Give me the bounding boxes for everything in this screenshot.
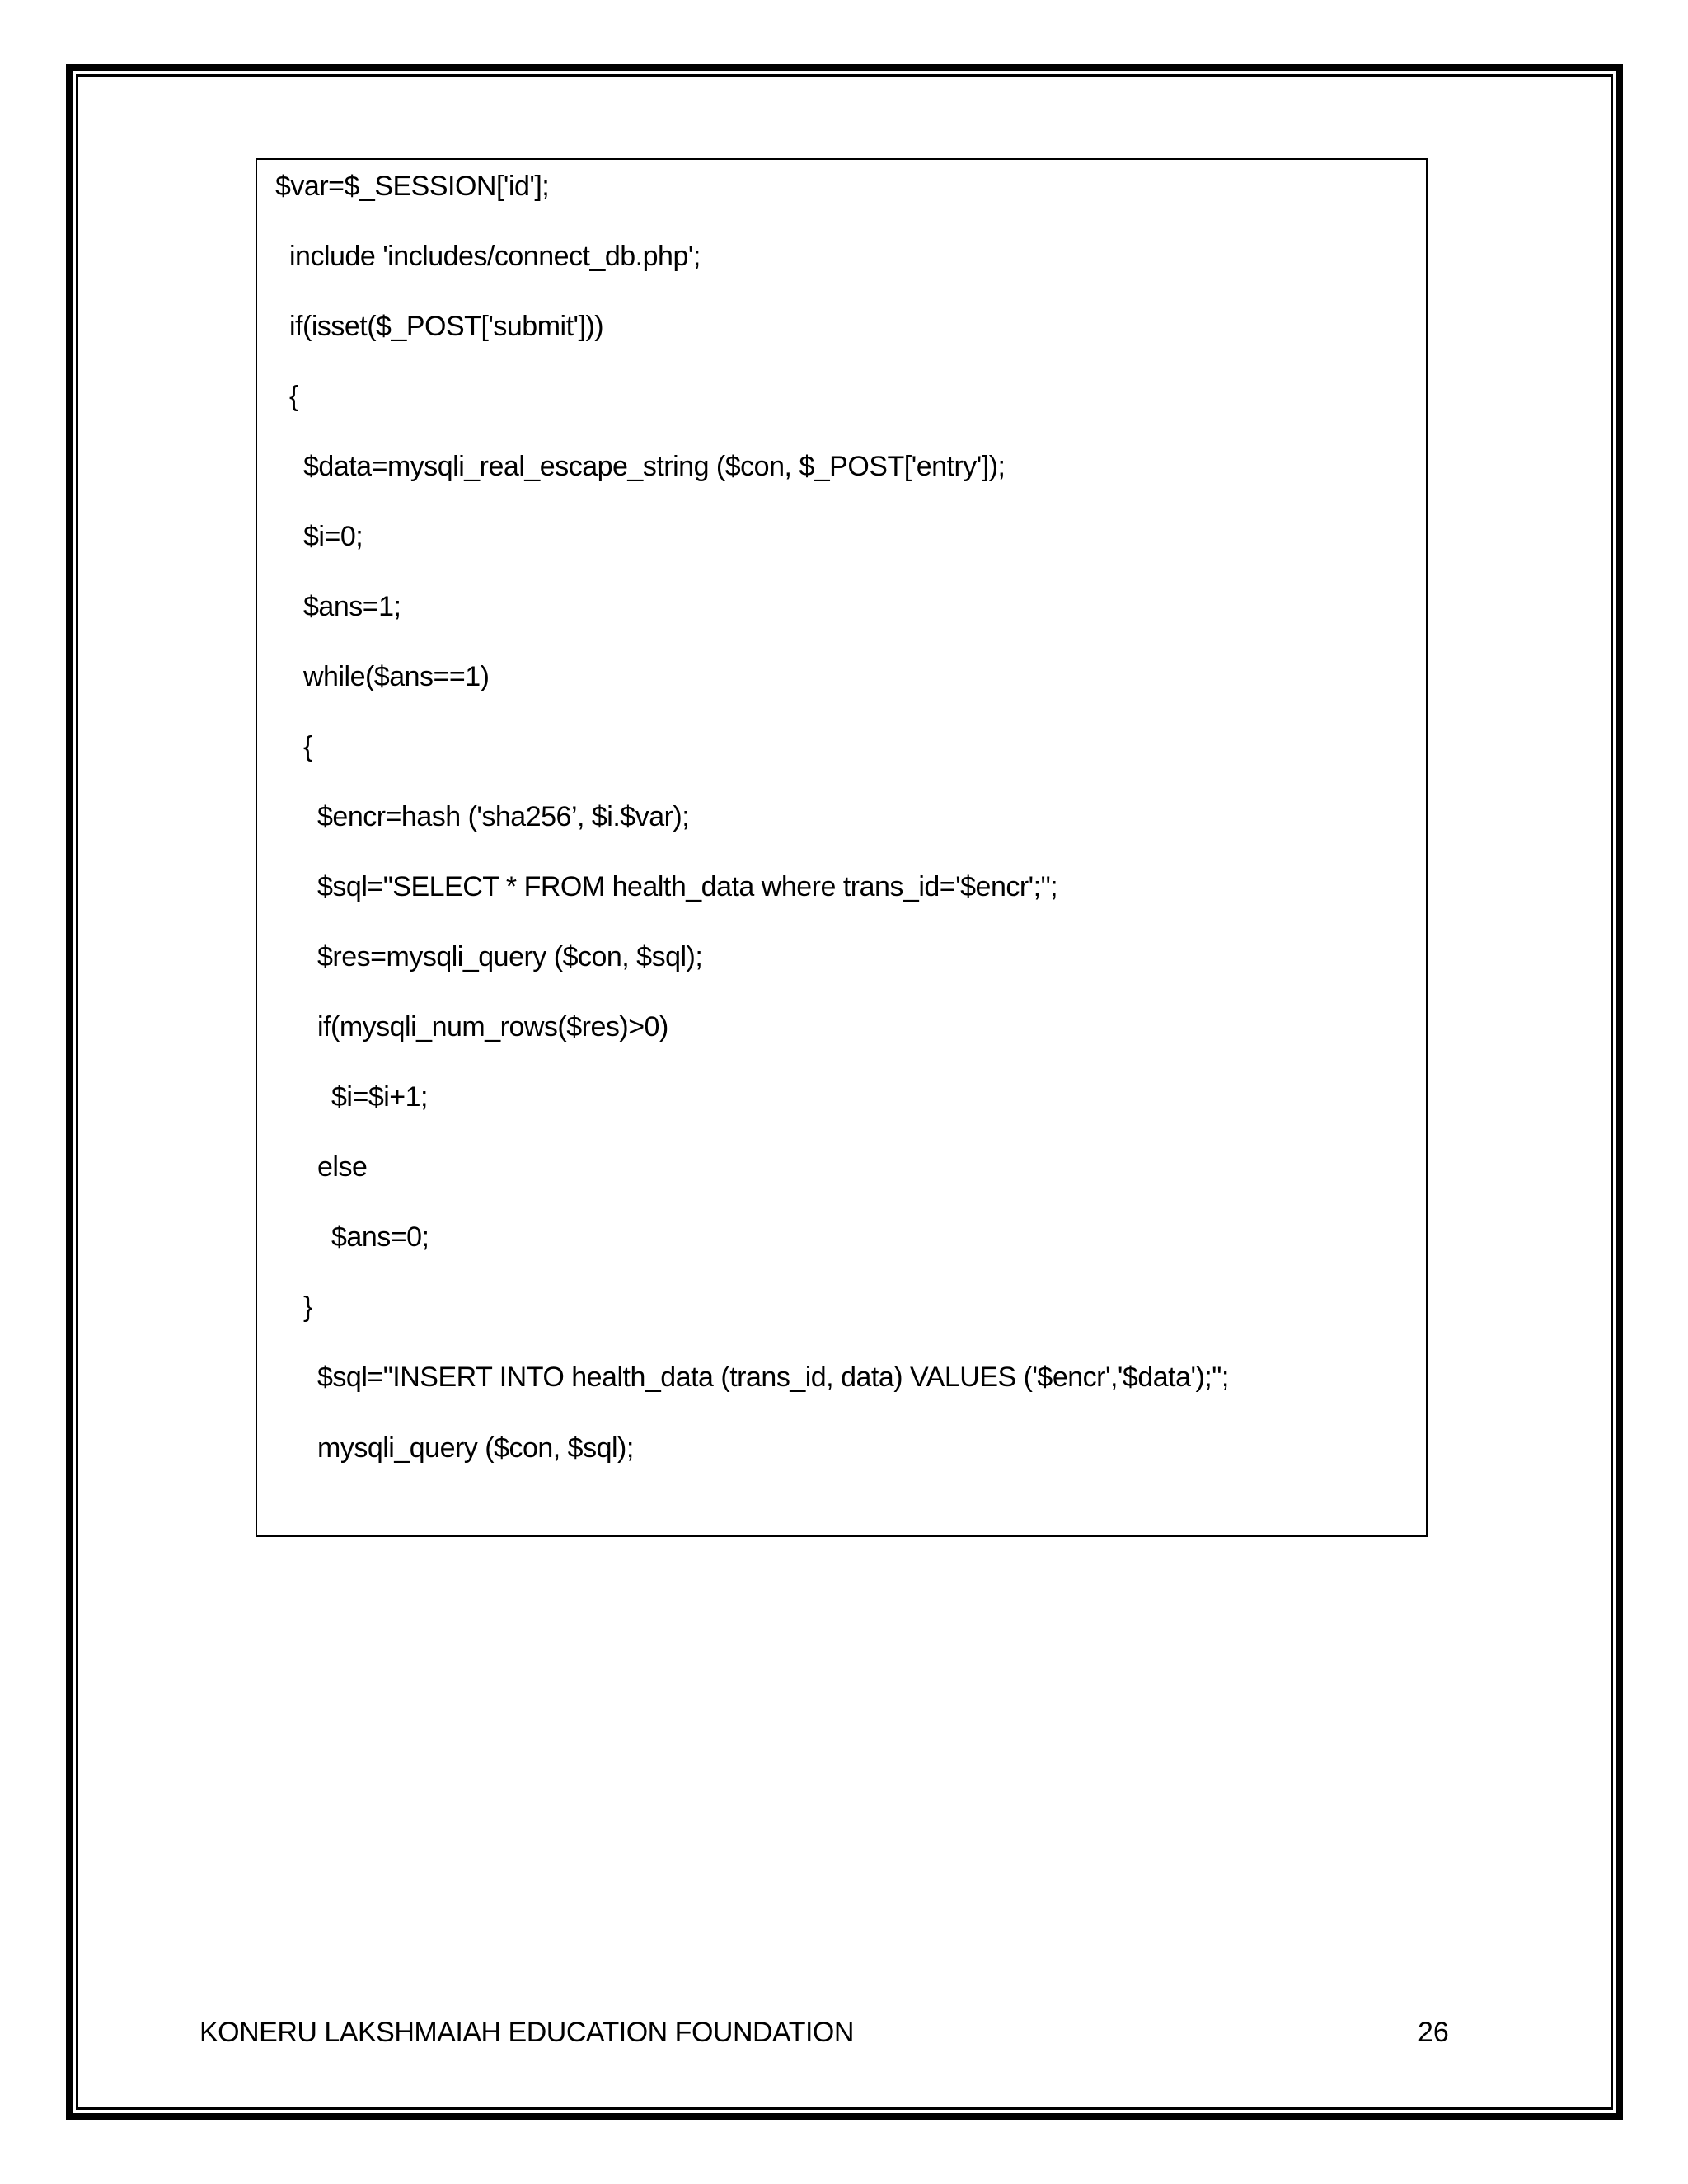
code-line: if(isset($_POST['submit'])) [289, 311, 604, 342]
code-line: $i=0; [303, 521, 363, 552]
code-line: { [289, 381, 298, 412]
code-line: while($ans==1) [303, 661, 490, 692]
code-line: } [303, 1291, 312, 1323]
footer-organization: KONERU LAKSHMAIAH EDUCATION FOUNDATION [199, 2017, 854, 2048]
footer-page-number: 26 [1418, 2017, 1449, 2048]
code-line: mysqli_query ($con, $sql); [317, 1432, 634, 1464]
code-listing-box [256, 158, 1428, 1537]
code-line: $var=$_SESSION['id']; [275, 171, 550, 202]
code-line: $ans=0; [331, 1221, 429, 1253]
code-line: $i=$i+1; [331, 1081, 428, 1113]
code-line: $ans=1; [303, 591, 401, 622]
code-line: include 'includes/connect_db.php'; [289, 241, 701, 272]
code-line: $sql="SELECT * FROM health_data where trans_id='$encr';"; [317, 871, 1058, 902]
code-line: $encr=hash ('sha256’, $i.$var); [317, 801, 690, 832]
code-line: $res=mysqli_query ($con, $sql); [317, 941, 703, 972]
code-line: else [317, 1151, 368, 1183]
code-line: { [303, 731, 312, 762]
code-line: $sql="INSERT INTO health_data (trans_id, data) VALUES ('$encr','$data');"; [317, 1361, 1229, 1393]
code-line: $data=mysqli_real_escape_string ($con, $_POST['entry']); [303, 451, 1006, 482]
code-line: if(mysqli_num_rows($res)>0) [317, 1011, 668, 1043]
